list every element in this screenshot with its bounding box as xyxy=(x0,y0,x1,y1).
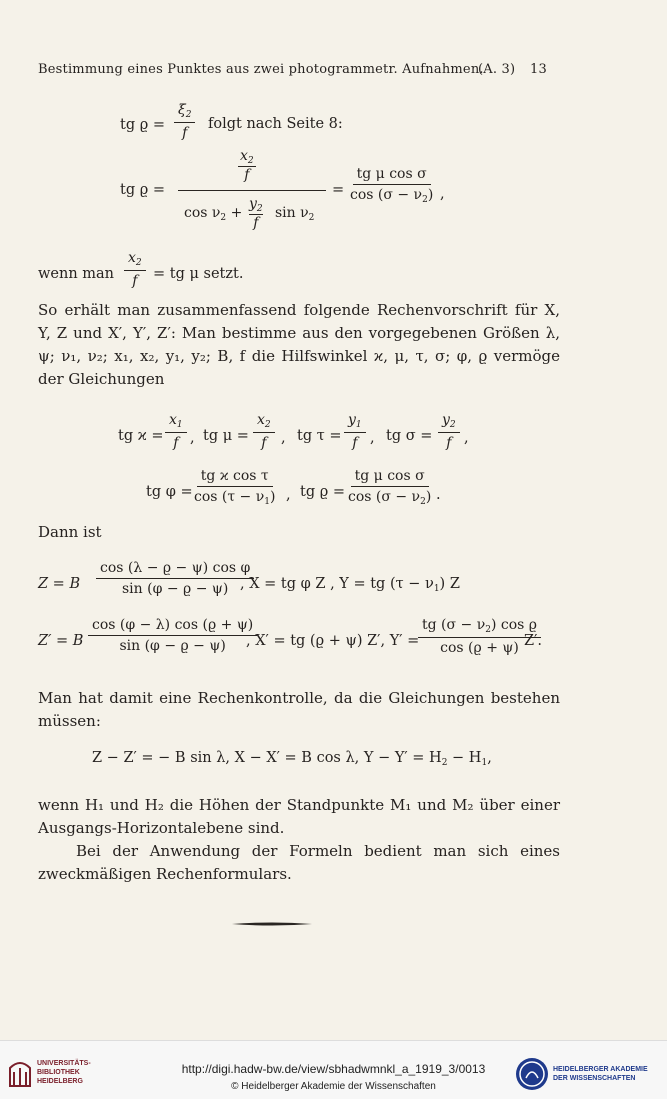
paragraph: So erhält man zusammenfassend folgende Rechenvorschrift für X, Y, Z und X′, Y′, Z′: Man bestimme aus den vorgegebenen Größen λ, ψ; ν₁, ν₂; x₁, x₂, y₁, y₂; B, f die Hilfswinkel ϰ, μ, τ, σ; φ, ϱ vermöge der Gleichungen xyxy=(38,301,560,388)
fraction: $\frac{x_2}{f}$ xyxy=(124,250,146,289)
paragraph: Bei der Anwendung der Formeln bedient man sich eines zweckmäßigen Rechenformulars. xyxy=(38,842,560,883)
academy-logo-icon xyxy=(516,1058,548,1090)
equation-8: Z − Z′ = − B sin λ, X − X′ = B cos λ, $Y - Y' = H_2 - H_1$, xyxy=(92,750,492,768)
page-number: 13 xyxy=(530,62,547,77)
university-library-name: UNIVERSITÄTS- BIBLIOTHEK HEIDELBERG xyxy=(37,1060,91,1085)
permalink-url[interactable]: http://digi.hadw-bw.de/view/sbhadwmnkl_a_1919_3/0013 xyxy=(181,1062,486,1076)
dann-ist-label: Dann ist xyxy=(38,523,102,541)
copyright-notice: © Heidelberger Akademie der Wissenschaften xyxy=(231,1081,436,1092)
paragraph: Man hat damit eine Rechenkontrolle, da die Gleichungen bestehen müssen: xyxy=(38,689,560,730)
running-title: Bestimmung eines Punktes aus zwei photogrammetr. Aufnahmen. xyxy=(38,62,484,77)
academy-name: HEIDELBERGER AKADEMIE DER WISSENSCHAFTEN xyxy=(553,1066,648,1082)
fraction: $\frac{\text{tg μ cos σ}}{\cos (\sigma - \nu_2)}$ xyxy=(350,166,434,205)
ornamental-rule xyxy=(232,921,312,927)
fraction: $\frac{\xi_2}{f}$ xyxy=(174,102,195,141)
section-ref: (A. 3) xyxy=(478,62,516,77)
paragraph: wenn H₁ und H₂ die Höhen der Standpunkte M₁ und M₂ über einer Ausgangs-Horizontalebene sind. xyxy=(38,796,560,837)
main-fraction-bar xyxy=(178,190,326,191)
